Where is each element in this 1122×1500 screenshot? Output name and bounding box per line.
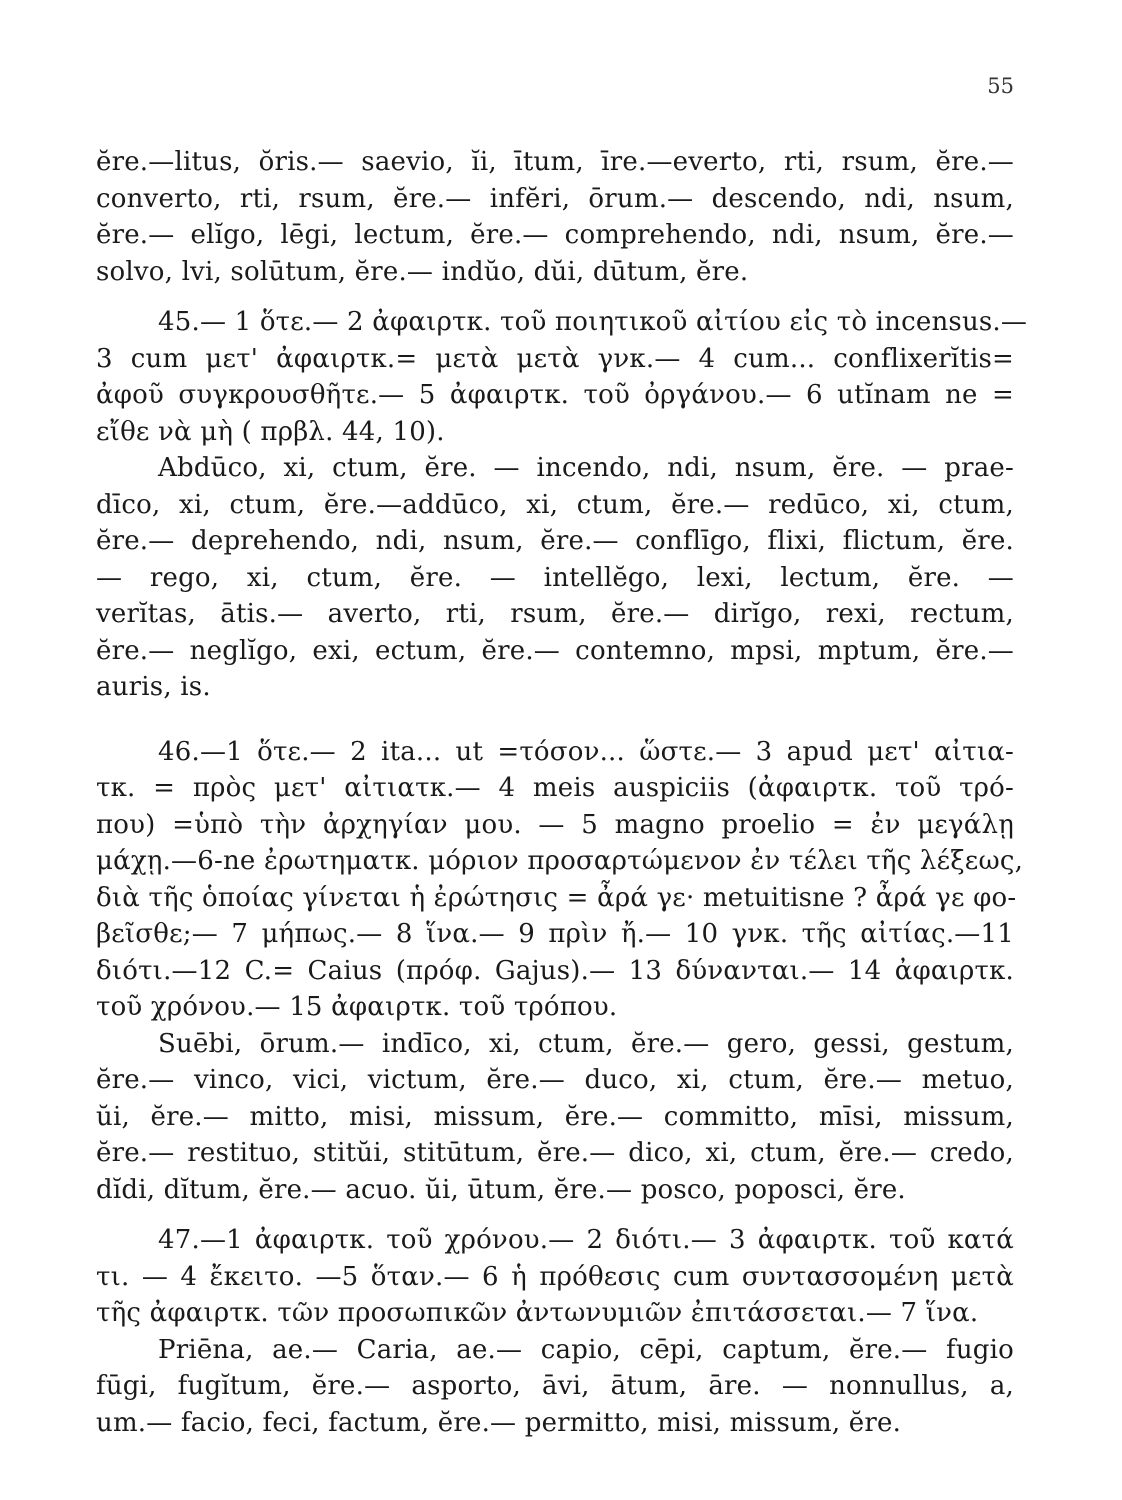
text-line: dĭdi, dĭtum, ĕre.— acuo. ŭi, ūtum, ĕre.— posco, poposci, ĕre. bbox=[96, 1174, 906, 1205]
page-number: 55 bbox=[987, 74, 1014, 98]
text-line: ŭi, ĕre.— mitto, misi, missum, ĕre.— committo, mīsi, missum, bbox=[96, 1101, 1014, 1132]
text-line: um.— facio, feci, factum, ĕre.— permitto, misi, missum, ĕre. bbox=[96, 1407, 902, 1438]
text-line: ĕre.— deprehendo, ndi, nsum, ĕre.— conflīgo, flixi, flictum, ĕre. bbox=[96, 526, 1014, 556]
section-47-notes bbox=[96, 1222, 1014, 1332]
text-line: 46.—1 ὅτε.— 2 ita... ut =τόσον... ὥστε.— 3 apud μετ' αἰτια- bbox=[158, 736, 1014, 767]
section-46-vocabulary bbox=[96, 1026, 1014, 1209]
section-46-notes bbox=[96, 734, 1024, 1026]
text-line: βεῖσθε;— 7 μήπως.— 8 ἵνα.— 9 πρὶν ἤ.— 10 γνκ. τῆς αἰτίας.—11 bbox=[96, 919, 1014, 949]
text-line: 45.— 1 ὅτε.— 2 ἀφαιρτκ. τοῦ ποιητικοῦ αἰτίου εἰς τὸ incensus.— bbox=[158, 307, 1028, 337]
text-line: ĕre.— neglĭgo, exi, ectum, ĕre.— contemno, mpsi, mptum, ĕre.— bbox=[96, 635, 1014, 666]
text-line: — rego, xi, ctum, ĕre. — intellĕgo, lexi, lectum, ĕre. — bbox=[96, 562, 1014, 593]
text-line: 47.—1 ἀφαιρτκ. τοῦ χρόνου.— 2 διότι.— 3 ἀφαιρτκ. τοῦ κατά bbox=[158, 1225, 1014, 1255]
text-line: fūgi, fugĭtum, ĕre.— asporto, āvi, ātum, āre. — nonnullus, a, bbox=[96, 1371, 1014, 1401]
text-line: ĕre.— vinco, vici, victum, ĕre.— duco, xi, ctum, ĕre.— metuo, bbox=[96, 1065, 1014, 1095]
text-line: dīco, xi, ctum, ĕre.—addūco, xi, ctum, ĕre.— redūco, xi, ctum, bbox=[96, 489, 1014, 520]
text-line: ĕre.— elĭgo, lēgi, lectum, ĕre.— comprehendo, ndi, nsum, ĕre.— bbox=[96, 220, 1014, 250]
text-line: ĕre.— restituo, stitŭi, stitūtum, ĕre.— dico, xi, ctum, ĕre.— credo, bbox=[96, 1138, 1014, 1168]
paragraph-continuation bbox=[96, 144, 1014, 290]
text-line: ĕre.—litus, ŏris.— saevio, ĭi, ītum, īre.—everto, rti, rsum, ĕre.— bbox=[96, 147, 1014, 177]
text-line: auris, is. bbox=[96, 672, 211, 702]
text-block bbox=[96, 144, 1028, 1441]
section-45-vocabulary bbox=[96, 450, 1014, 706]
section-47-vocabulary bbox=[96, 1332, 1014, 1442]
text-line: τι. — 4 ἔκειτο. —5 ὅταν.— 6 ἡ πρόθεσις cum συντασσομένη μετὰ bbox=[96, 1261, 1014, 1292]
text-line: τοῦ χρόνου.— 15 ἀφαιρτκ. τοῦ τρόπου. bbox=[96, 992, 618, 1022]
text-line: διότι.—12 C.= Caius (πρόφ. Gajus).— 13 δύνανται.— 14 ἀφαιρτκ. bbox=[96, 955, 1014, 986]
text-line: Abdūco, xi, ctum, ĕre. — incendo, ndi, nsum, ĕre. — prae- bbox=[158, 453, 1014, 483]
text-line: τῆς ἀφαιρτκ. τῶν προσωπικῶν ἀντωνυμιῶν ἐπιτάσσεται.— 7 ἵνα. bbox=[96, 1298, 979, 1328]
text-line: που) =ὑπὸ τὴν ἀρχηγίαν μου. — 5 magno proelio = ἐν μεγάλῃ bbox=[96, 809, 1014, 840]
section-45-notes bbox=[96, 304, 1028, 450]
text-line: διὰ τῆς ὁποίας γίνεται ἡ ἐρώτησις = ἆρά γε· metuitisne ? ἆρά γε φο- bbox=[96, 882, 1017, 913]
text-line: ἀφοῦ συγκρουσθῆτε.— 5 ἀφαιρτκ. τοῦ ὀργάνου.— 6 utĭnam ne = bbox=[96, 380, 1014, 410]
text-line: converto, rti, rsum, ĕre.— infĕri, ōrum.— descendo, ndi, nsum, bbox=[96, 183, 1014, 214]
text-line: 3 cum μετ' ἀφαιρτκ.= μετὰ μετὰ γνκ.— 4 cum... conflixerĭtis= bbox=[96, 343, 1014, 374]
text-line: Priēna, ae.— Caria, ae.— capio, cēpi, captum, ĕre.— fugio bbox=[158, 1334, 1014, 1365]
text-line: τκ. = πρὸς μετ' αἰτιατκ.— 4 meis auspiciis (ἀφαιρτκ. τοῦ τρό- bbox=[96, 773, 1014, 803]
text-line: verĭtas, ātis.— averto, rti, rsum, ĕre.— dirĭgo, rexi, rectum, bbox=[96, 599, 1014, 629]
text-line: μάχῃ.—6-ne ἐρωτηματκ. μόριον προσαρτώμενον ἐν τέλει τῆς λέξεως, bbox=[96, 846, 1024, 876]
text-line: solvo, lvi, solūtum, ĕre.— indŭo, dŭi, dūtum, ĕre. bbox=[96, 256, 749, 287]
text-line: Suēbi, ōrum.— indīco, xi, ctum, ĕre.— gero, gessi, gestum, bbox=[158, 1028, 1014, 1059]
text-line: εἴθε νὰ μὴ ( πρβλ. 44, 10). bbox=[96, 416, 445, 447]
